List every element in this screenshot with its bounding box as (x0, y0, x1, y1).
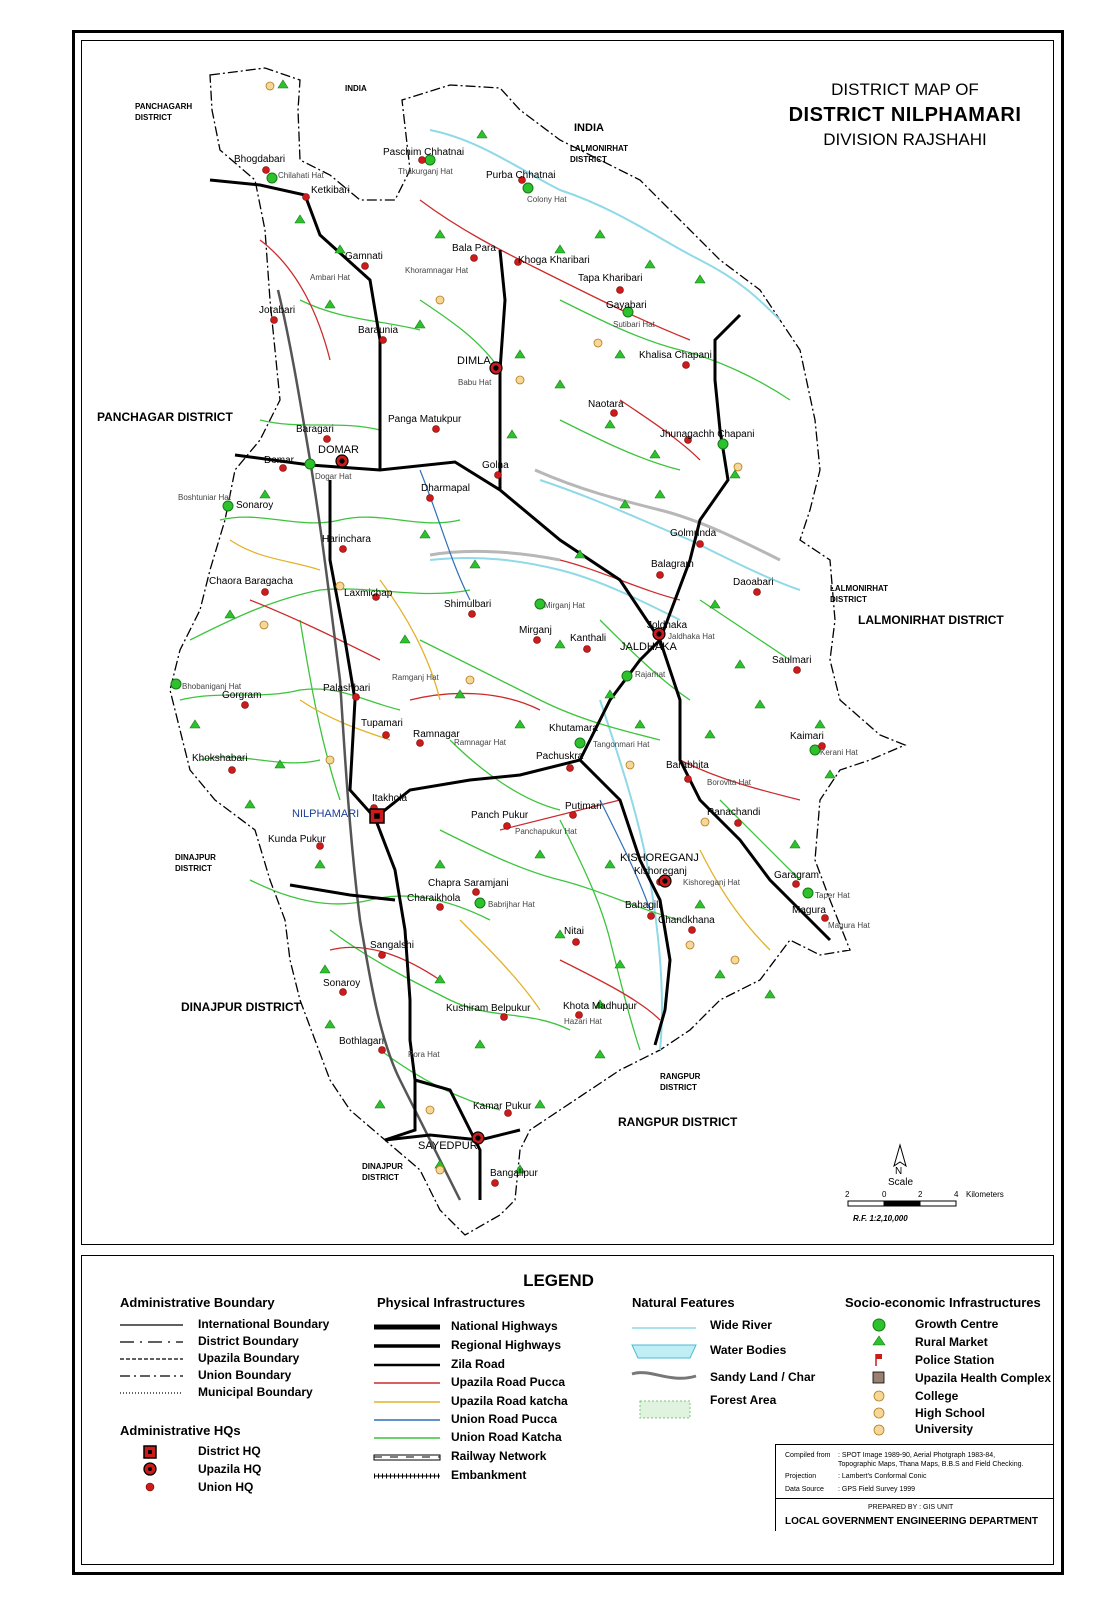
market-label: Ambari Hat (310, 273, 351, 282)
legend-item: Union HQ (198, 1480, 254, 1494)
union-label: Baraunia (358, 325, 399, 336)
credit-data-value: : GPS Field Survey 1999 (838, 1486, 916, 1493)
market-label: Dogar Hat (315, 472, 352, 481)
union-label: Bahagili (625, 900, 661, 911)
union-label: Dharmapal (421, 483, 470, 494)
map-title-district: DISTRICT NILPHAMARI (788, 104, 1022, 126)
legend-item: Wide River (710, 1318, 772, 1332)
legend-item: Embankment (451, 1468, 527, 1482)
union-label: Magura (792, 905, 826, 916)
legend-item: High School (915, 1406, 985, 1420)
market-label: Babu Hat (458, 378, 492, 387)
union-label: Kushiram Belpukur (446, 1003, 531, 1014)
legend-item: College (915, 1389, 959, 1403)
scale-tick: 0 (882, 1190, 887, 1199)
credit-projection-value: : Lambert's Conformal Conic (838, 1473, 927, 1480)
union-label: Gayabari (606, 300, 647, 311)
legend-item: Growth Centre (915, 1317, 999, 1331)
union-label: Khota Madhupur (563, 1001, 637, 1012)
label-dinajpur-bottom-2: DISTRICT (362, 1173, 399, 1182)
market-label: Jaldhaka Hat (668, 632, 715, 641)
union-label: Golna (482, 460, 509, 471)
legend-admin-boundary-symbols (120, 1325, 183, 1393)
scale-tick: 2 (845, 1190, 850, 1199)
label-lalmonirhat-top-2: DISTRICT (570, 155, 607, 164)
union-label: Baragari (296, 424, 334, 435)
union-label: Ketkibari (311, 185, 350, 196)
union-label: Khutamara (549, 723, 598, 734)
union-label: Kishoreganj (634, 866, 687, 877)
union-label: Kamar Pukur (473, 1101, 532, 1112)
market-label: Ramnagar Hat (454, 738, 507, 747)
market-label: Kishoreganj Hat (683, 878, 740, 887)
union-label: Bhogdabari (234, 154, 286, 165)
union-label: Khalisa Chapani (639, 350, 712, 361)
union-label: Golmunda (670, 528, 717, 539)
market-label: Sutibari Hat (613, 320, 655, 329)
union-label: Saulmari (772, 655, 812, 666)
market-label: Borovita Hat (707, 778, 752, 787)
legend-item: Rural Market (915, 1335, 988, 1349)
credits-divider (775, 1498, 1054, 1499)
union-label: Purba Chhatnai (486, 170, 556, 181)
label-rangpur-small-2: DISTRICT (660, 1083, 697, 1092)
upazila-label-sayedpur: SAYEDPUR (418, 1140, 478, 1152)
union-label: Domar (264, 455, 295, 466)
union-label: Panch Pukur (471, 810, 529, 821)
union-label: Panga Matukpur (388, 414, 462, 425)
union-label: Gorgram (222, 690, 262, 701)
map-title-line1: DISTRICT MAP OF (831, 80, 979, 99)
union-label: Tupamari (361, 718, 403, 729)
legend-item: Upazila Boundary (198, 1351, 300, 1365)
market-label: Pora Hat (408, 1050, 440, 1059)
market-label: Mirganj Hat (544, 601, 585, 610)
market-label: Colony Hat (527, 195, 567, 204)
label-panchagar-district: PANCHAGAR DISTRICT (97, 410, 233, 424)
label-dinajpur-district: DINAJPUR DISTRICT (181, 1000, 302, 1014)
representative-fraction: R.F. 1:2,10,000 (853, 1214, 908, 1223)
union-label: Balagram (651, 559, 694, 570)
market-label: Bhobaniganj Hat (182, 682, 242, 691)
legend-socio-symbols (873, 1319, 885, 1435)
label-lalmonirhat-top-1: LALMONIRHAT (570, 144, 629, 153)
union-label: Gamnati (345, 251, 383, 262)
upazila-label-domar: DOMAR (318, 444, 359, 456)
label-lalmonirhat-right-2: DISTRICT (830, 595, 867, 604)
market-label: Khoramnagar Hat (405, 266, 469, 275)
legend-physical-heading: Physical Infrastructures (377, 1295, 526, 1310)
credit-projection-label: Projection (785, 1473, 817, 1480)
label-dinajpur-small-2: DISTRICT (175, 864, 212, 873)
label-panchagarh-top-1: PANCHAGARH (135, 102, 193, 111)
scale-tick: 2 (918, 1190, 923, 1199)
union-label: Bangalipur (490, 1168, 538, 1179)
credit-data-label: Data Source (785, 1486, 824, 1493)
label-lalmonirhat-district: LALMONIRHAT DISTRICT (858, 613, 1004, 627)
union-label: Naotara (588, 399, 624, 410)
union-label: Shimulbari (444, 599, 492, 610)
union-label: Putimari (565, 801, 602, 812)
credit-prepared: PREPARED BY : GIS UNIT (868, 1504, 954, 1511)
union-label: Itakhola (372, 793, 408, 804)
legend-admin-hq-heading: Administrative HQs (120, 1423, 241, 1438)
market-label: Rajarhat (635, 670, 666, 679)
legend-item: Upazila Road Pucca (451, 1375, 566, 1389)
legend-item: Regional Highways (451, 1338, 562, 1352)
market-label: Panchapukur Hat (515, 827, 577, 836)
legend-natural-heading: Natural Features (632, 1295, 735, 1310)
legend-item: National Highways (451, 1319, 558, 1333)
credit-compiled-value: : SPOT Image 1989-90, Aerial Photgraph 1983-84, (838, 1452, 996, 1459)
label-rangpur-small-1: RANGPUR (660, 1072, 701, 1081)
union-label: Bala Para (452, 243, 496, 254)
legend-item: University (915, 1422, 974, 1436)
upazila-label-dimla: DIMLA (457, 355, 491, 367)
map-title-division: DIVISION RAJSHAHI (823, 130, 987, 149)
union-label: Laxmichap (344, 588, 393, 599)
union-label: Garagram (774, 870, 820, 881)
upazila-label-kishoreganj: KISHOREGANJ (620, 852, 699, 864)
union-label: Paschim Chhatnai (383, 147, 465, 158)
credit-compiled-label: Compiled from (785, 1452, 831, 1459)
legend-admin-boundary-heading: Administrative Boundary (120, 1295, 275, 1310)
credit-compiled-value-2: Topographic Maps, Thana Maps, B.B.S and Field Checking. (838, 1461, 1024, 1468)
scale-bar (848, 1201, 956, 1206)
legend-item: Union Road Katcha (451, 1430, 562, 1444)
market-label: Thakurganj Hat (398, 167, 453, 176)
label-rangpur-district: RANGPUR DISTRICT (618, 1115, 738, 1129)
label-india-top: INDIA (345, 84, 367, 93)
label-lalmonirhat-right-1: LALMONIRHAT (830, 584, 889, 593)
union-label: Sonaroy (323, 978, 361, 989)
market-label: Hazari Hat (564, 1017, 602, 1026)
scale-unit: Kilometers (966, 1190, 1004, 1199)
legend-item: Water Bodies (710, 1343, 787, 1357)
legend-item: Zila Road (451, 1357, 506, 1371)
legend-socio-heading: Socio-economic Infrastructures (845, 1295, 1041, 1310)
legend-item: Police Station (915, 1353, 995, 1367)
union-label: Harinchara (322, 534, 371, 545)
union-label: Daoabari (733, 577, 774, 588)
union-label: Barabhita (666, 760, 709, 771)
label-panchagarh-top-2: DISTRICT (135, 113, 172, 122)
union-label: Chandkhana (658, 915, 715, 926)
legend-natural-symbols (632, 1328, 696, 1418)
legend-item: District Boundary (198, 1334, 299, 1348)
union-label: Chaora Baragacha (209, 576, 293, 587)
legend-title: LEGEND (523, 1271, 594, 1290)
legend-item: Railway Network (451, 1449, 547, 1463)
market-label: Babrijhar Hat (488, 900, 535, 909)
market-label: Boshtuniar Hat (178, 493, 231, 502)
legend-item: Forest Area (710, 1393, 777, 1407)
north-arrow-icon (894, 1145, 906, 1166)
market-label: Kerani Hat (820, 748, 858, 757)
union-label: Khoga Kharibari (518, 255, 590, 266)
label-india-right: INDIA (574, 122, 604, 134)
union-label: Sonaroy (236, 500, 274, 511)
union-label: Kaimari (790, 731, 824, 742)
union-label: Kanthali (570, 633, 607, 644)
district-boundary (170, 68, 905, 1235)
legend-item: Sandy Land / Char (710, 1370, 816, 1384)
union-label: Palashbari (323, 683, 371, 694)
upazila-label-jaldhaka: JALDHAKA (620, 641, 677, 653)
district-label-nilphamari: NILPHAMARI (292, 808, 360, 820)
market-label: Tangonmari Hat (593, 740, 650, 749)
market-label: Chilahati Hat (278, 171, 324, 180)
scale-title: Scale (888, 1177, 914, 1188)
legend-item: Upazila Health Complex (915, 1371, 1052, 1385)
label-dinajpur-bottom-1: DINAJPUR (362, 1162, 403, 1171)
label-dinajpur-small-1: DINAJPUR (175, 853, 216, 862)
scale-tick: 4 (954, 1190, 959, 1199)
union-label: Mirganj (519, 625, 552, 636)
legend-item: Union Boundary (198, 1368, 292, 1382)
union-label: Joldhaka (647, 620, 688, 631)
union-label: Nitai (564, 926, 585, 937)
union-label: Pachuskra (536, 751, 584, 762)
legend-physical-symbols (374, 1327, 440, 1476)
union-label: Kunda Pukur (268, 834, 326, 845)
market-label: Magura Hat (828, 921, 870, 930)
legend-item: Union Road Pucca (451, 1412, 558, 1426)
union-label: Khokshabari (192, 753, 248, 764)
legend-admin-hq-symbols (144, 1446, 156, 1491)
legend-item: Upazila Road katcha (451, 1394, 568, 1408)
union-label: Jhunagachh Chapani (660, 429, 755, 440)
market-label: Taper Hat (815, 891, 850, 900)
district-hq (370, 809, 384, 823)
union-label: Tapa Kharibari (578, 273, 643, 284)
union-label: Jorabari (259, 305, 296, 316)
market-label: Ramganj Hat (392, 673, 439, 682)
legend-item: Municipal Boundary (198, 1385, 313, 1399)
union-label: Sangalshi (370, 940, 414, 951)
union-label: Bothlagari (339, 1036, 385, 1047)
legend-item: Upazila HQ (198, 1462, 262, 1476)
union-label: Ramnagar (413, 729, 460, 740)
credit-department: LOCAL GOVERNMENT ENGINEERING DEPARTMENT (785, 1516, 1038, 1527)
union-label: Ranachandi (707, 807, 761, 818)
union-label: Charaikhola (407, 893, 461, 904)
legend-item: District HQ (198, 1444, 261, 1458)
union-label: Chapra Saramjani (428, 878, 509, 889)
north-label: N (895, 1166, 903, 1177)
legend-item: International Boundary (198, 1317, 330, 1331)
